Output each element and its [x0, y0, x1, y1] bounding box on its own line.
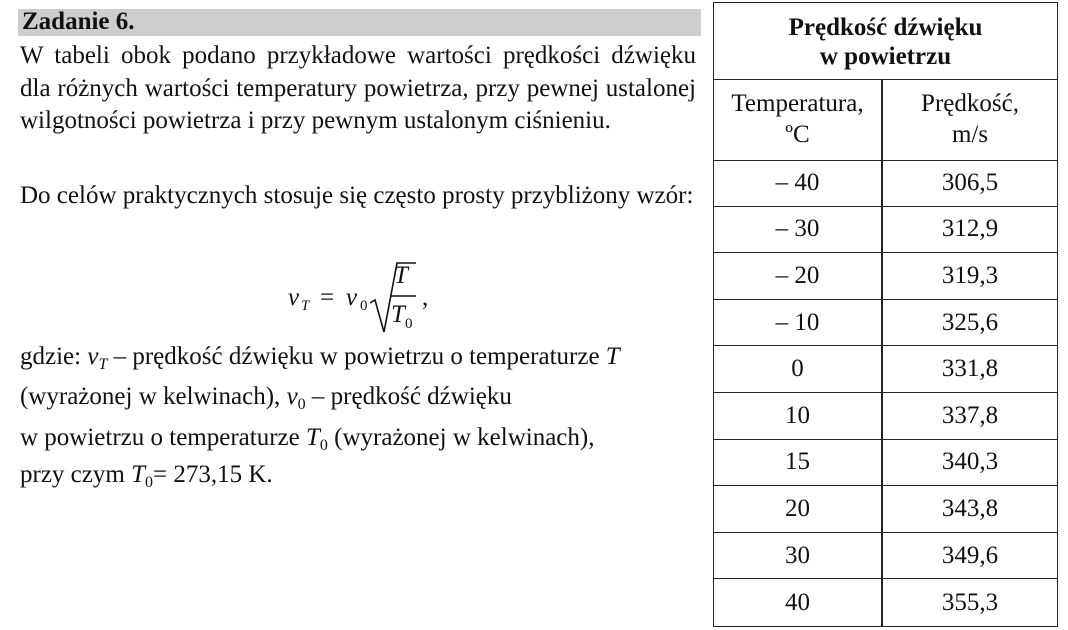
- formula-lhs: v: [288, 284, 300, 311]
- table-row: [714, 207, 1057, 254]
- temperature-cell: – 10: [775, 308, 820, 336]
- table-column-headers: [714, 80, 1057, 161]
- task-title: Zadanie 6.: [22, 8, 135, 35]
- where-line-3: w powietrzu o temperaturze $T_0$ (wyrażonej w kelwinach),: [20, 424, 595, 454]
- speed-formula: [288, 258, 458, 338]
- table-row: [714, 346, 1057, 393]
- speed-cell: 340,3: [941, 448, 999, 476]
- temperature-cell: 40: [785, 588, 810, 616]
- table-row: [714, 300, 1057, 347]
- task-paragraph-1: W tabeli obok podano przykładowe wartości prędkości dźwięku dla różnych wartości temperatury powietrza, przy pewnej ustalonej wilgotności powietrza i przy pewnym ustalonym ciśnieniu.: [20, 42, 696, 134]
- column-header-temperature: Temperatura, ºC: [731, 90, 864, 148]
- speed-cell: 319,3: [941, 261, 999, 289]
- table-row: [714, 253, 1057, 300]
- formula-denominator-sub: 0: [405, 316, 413, 332]
- table-row: [714, 533, 1057, 580]
- where-line-1: gdzie: $v_T$ – prędkość dźwięku w powietrzu o temperaturze T: [20, 343, 620, 373]
- temperature-cell: – 40: [775, 168, 820, 196]
- temperature-cell: 20: [785, 494, 810, 522]
- where-line-4: przy czym $T_0= 273,15$ K.: [20, 461, 273, 491]
- table-title: Prędkość dźwięku w powietrzu: [714, 3, 1057, 80]
- formula-numerator: T: [394, 262, 408, 289]
- formula-coef: v: [346, 284, 358, 311]
- speed-cell: 355,3: [941, 588, 999, 616]
- speed-cell: 337,8: [941, 401, 999, 429]
- speed-cell: 349,6: [941, 541, 999, 569]
- speed-cell: 312,9: [941, 215, 999, 243]
- table-row: [714, 160, 1057, 207]
- where-line-2: (wyrażonej w kelwinach), $v_0$ – prędkość dźwięku: [20, 383, 512, 413]
- formula-lhs-sub: T: [301, 298, 310, 314]
- speed-cell: 306,5: [941, 168, 999, 196]
- sound-speed-table: [713, 2, 1058, 627]
- temperature-cell: – 20: [775, 261, 820, 289]
- temperature-cell: 10: [785, 401, 810, 429]
- formula-denominator: T: [391, 301, 405, 328]
- temperature-cell: 30: [785, 541, 810, 569]
- speed-cell: 331,8: [941, 355, 999, 383]
- speed-cell: 325,6: [941, 308, 999, 336]
- table-body: [714, 160, 1057, 626]
- table-row: [714, 579, 1057, 626]
- speed-cell: 343,8: [941, 494, 999, 522]
- task-paragraph-2: Do celów praktycznych stosuje się często prosty przybliżony wzór:: [20, 182, 694, 209]
- formula-equals: =: [320, 284, 335, 311]
- formula-comma: ,: [422, 284, 429, 311]
- table-row: [714, 486, 1057, 533]
- table-row: [714, 440, 1057, 487]
- temperature-cell: 15: [785, 448, 810, 476]
- table-row: [714, 393, 1057, 440]
- temperature-cell: – 30: [775, 215, 820, 243]
- formula-coef-sub: 0: [360, 298, 368, 314]
- temperature-cell: 0: [791, 355, 804, 383]
- column-header-speed: Prędkość, m/s: [921, 90, 1019, 148]
